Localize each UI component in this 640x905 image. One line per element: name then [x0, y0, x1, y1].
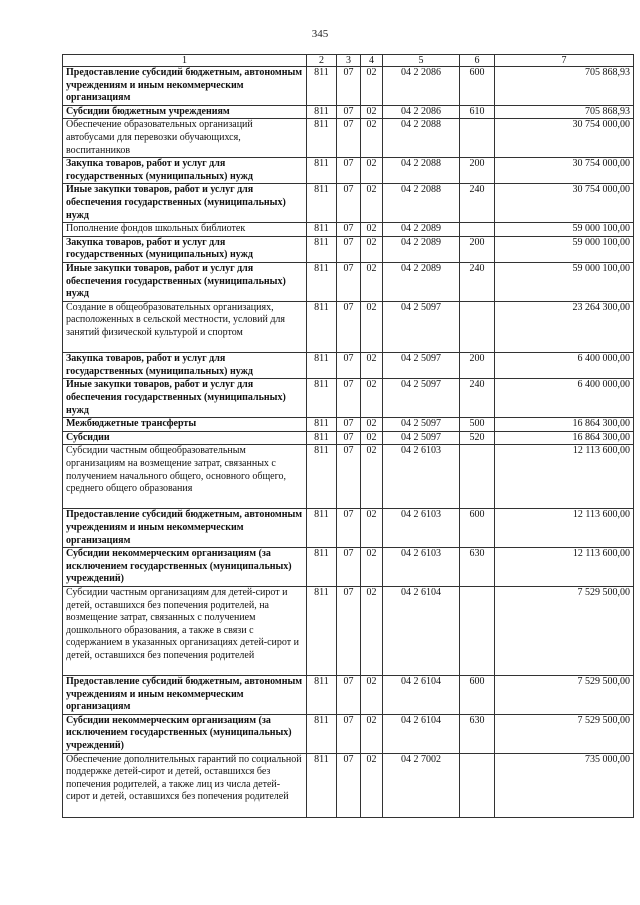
subsection-code-cell: 02 [361, 548, 383, 587]
expense-type-cell [460, 223, 495, 237]
subsection-code-cell: 02 [361, 418, 383, 432]
target-article-cell: 04 2 2089 [383, 236, 460, 262]
amount-cell: 7 529 500,00 [495, 586, 634, 675]
row-name-cell: Субсидии частным организациям для детей-сирот и детей, оставшихся без попечения родителей, на возмещение затрат, связанных с получением дошкольного образования, а также в связи с содержанием в указанных организациях детей-сирот и детей, оставшихся без попечения родителей [63, 586, 307, 675]
row-name-cell: Предоставление субсидий бюджетным, автономным учреждениям и иным некоммерческим организациям [63, 67, 307, 106]
section-code-cell: 07 [337, 379, 361, 418]
amount-cell: 30 754 000,00 [495, 158, 634, 184]
expense-type-cell: 200 [460, 353, 495, 379]
table-row [63, 418, 634, 432]
expense-type-cell [460, 301, 495, 352]
target-article-cell: 04 2 6103 [383, 548, 460, 587]
grbs-code-cell: 811 [307, 509, 337, 548]
table-row [63, 119, 634, 158]
table-row [63, 301, 634, 352]
amount-cell: 6 400 000,00 [495, 379, 634, 418]
row-name-cell: Закупка товаров, работ и услуг для государственных (муниципальных) нужд [63, 353, 307, 379]
target-article-cell: 04 2 6104 [383, 676, 460, 715]
target-article-cell: 04 2 6104 [383, 586, 460, 675]
target-article-cell: 04 2 2088 [383, 184, 460, 223]
section-code-cell: 07 [337, 184, 361, 223]
amount-cell: 12 113 600,00 [495, 445, 634, 509]
amount-cell: 23 264 300,00 [495, 301, 634, 352]
row-name-cell: Иные закупки товаров, работ и услуг для обеспечения государственных (муниципальных) нужд [63, 262, 307, 301]
section-code-cell: 07 [337, 353, 361, 379]
table-row [63, 184, 634, 223]
grbs-code-cell: 811 [307, 353, 337, 379]
expense-type-cell: 600 [460, 676, 495, 715]
row-name-cell: Субсидии [63, 431, 307, 445]
row-name-cell: Субсидии бюджетным учреждениям [63, 105, 307, 119]
grbs-code-cell: 811 [307, 119, 337, 158]
table-row [63, 105, 634, 119]
amount-cell: 59 000 100,00 [495, 223, 634, 237]
table-row [63, 262, 634, 301]
section-code-cell: 07 [337, 105, 361, 119]
subsection-code-cell: 02 [361, 223, 383, 237]
table-row [63, 753, 634, 817]
table-row [63, 353, 634, 379]
subsection-code-cell: 02 [361, 67, 383, 106]
subsection-code-cell: 02 [361, 676, 383, 715]
row-name-cell: Предоставление субсидий бюджетным, автономным учреждениям и иным некоммерческим организациям [63, 509, 307, 548]
table-row [63, 548, 634, 587]
section-code-cell: 07 [337, 119, 361, 158]
expense-type-cell: 630 [460, 714, 495, 753]
amount-cell: 59 000 100,00 [495, 262, 634, 301]
row-name-cell: Субсидии некоммерческим организациям (за исключением государственных (муниципальных) учреждений) [63, 714, 307, 753]
grbs-code-cell: 811 [307, 586, 337, 675]
grbs-code-cell: 811 [307, 676, 337, 715]
row-name-cell: Создание в общеобразовательных организациях, расположенных в сельской местности, условий для занятий физической культурой и спортом [63, 301, 307, 352]
budget-table [62, 54, 634, 818]
section-code-cell: 07 [337, 236, 361, 262]
expense-type-cell: 500 [460, 418, 495, 432]
subsection-code-cell: 02 [361, 158, 383, 184]
subsection-code-cell: 02 [361, 753, 383, 817]
expense-type-cell: 200 [460, 158, 495, 184]
row-name-cell: Субсидии некоммерческим организациям (за исключением государственных (муниципальных) учреждений) [63, 548, 307, 587]
amount-cell: 735 000,00 [495, 753, 634, 817]
row-name-cell: Пополнение фондов школьных библиотек [63, 223, 307, 237]
expense-type-cell [460, 119, 495, 158]
target-article-cell: 04 2 5097 [383, 431, 460, 445]
column-header: 4 [361, 55, 383, 67]
section-code-cell: 07 [337, 676, 361, 715]
grbs-code-cell: 811 [307, 753, 337, 817]
column-number-row [63, 55, 634, 67]
section-code-cell: 07 [337, 223, 361, 237]
table-row [63, 223, 634, 237]
expense-type-cell [460, 753, 495, 817]
target-article-cell: 04 2 6103 [383, 509, 460, 548]
table-row [63, 445, 634, 509]
expense-type-cell: 600 [460, 67, 495, 106]
column-header: 6 [460, 55, 495, 67]
grbs-code-cell: 811 [307, 714, 337, 753]
section-code-cell: 07 [337, 418, 361, 432]
expense-type-cell: 200 [460, 236, 495, 262]
section-code-cell: 07 [337, 753, 361, 817]
table-row [63, 714, 634, 753]
amount-cell: 705 868,93 [495, 105, 634, 119]
grbs-code-cell: 811 [307, 445, 337, 509]
grbs-code-cell: 811 [307, 67, 337, 106]
amount-cell: 59 000 100,00 [495, 236, 634, 262]
section-code-cell: 07 [337, 586, 361, 675]
amount-cell: 30 754 000,00 [495, 119, 634, 158]
target-article-cell: 04 2 2088 [383, 158, 460, 184]
column-header: 3 [337, 55, 361, 67]
expense-type-cell: 600 [460, 509, 495, 548]
subsection-code-cell: 02 [361, 586, 383, 675]
amount-cell: 12 113 600,00 [495, 548, 634, 587]
table-row [63, 67, 634, 106]
row-name-cell: Субсидии частным общеобразовательным организациям на возмещение затрат, связанных с получением начального общего, основного общего, среднего общего образования [63, 445, 307, 509]
grbs-code-cell: 811 [307, 158, 337, 184]
table-row [63, 379, 634, 418]
subsection-code-cell: 02 [361, 445, 383, 509]
subsection-code-cell: 02 [361, 236, 383, 262]
row-name-cell: Обеспечение образовательных организаций автобусами для перевозки обучающихся, воспитанников [63, 119, 307, 158]
expense-type-cell: 630 [460, 548, 495, 587]
target-article-cell: 04 2 2089 [383, 223, 460, 237]
section-code-cell: 07 [337, 158, 361, 184]
row-name-cell: Межбюджетные трансферты [63, 418, 307, 432]
subsection-code-cell: 02 [361, 105, 383, 119]
section-code-cell: 07 [337, 714, 361, 753]
expense-type-cell: 610 [460, 105, 495, 119]
section-code-cell: 07 [337, 445, 361, 509]
row-name-cell: Закупка товаров, работ и услуг для государственных (муниципальных) нужд [63, 236, 307, 262]
amount-cell: 16 864 300,00 [495, 418, 634, 432]
row-name-cell: Иные закупки товаров, работ и услуг для обеспечения государственных (муниципальных) нужд [63, 184, 307, 223]
table-row [63, 431, 634, 445]
amount-cell: 30 754 000,00 [495, 184, 634, 223]
subsection-code-cell: 02 [361, 353, 383, 379]
subsection-code-cell: 02 [361, 184, 383, 223]
expense-type-cell [460, 445, 495, 509]
grbs-code-cell: 811 [307, 301, 337, 352]
grbs-code-cell: 811 [307, 418, 337, 432]
expense-type-cell: 240 [460, 262, 495, 301]
grbs-code-cell: 811 [307, 236, 337, 262]
target-article-cell: 04 2 5097 [383, 353, 460, 379]
table-row [63, 509, 634, 548]
subsection-code-cell: 02 [361, 379, 383, 418]
table-body [63, 67, 634, 818]
table-row [63, 236, 634, 262]
grbs-code-cell: 811 [307, 431, 337, 445]
row-name-cell: Иные закупки товаров, работ и услуг для обеспечения государственных (муниципальных) нужд [63, 379, 307, 418]
section-code-cell: 07 [337, 67, 361, 106]
section-code-cell: 07 [337, 509, 361, 548]
expense-type-cell: 240 [460, 184, 495, 223]
row-name-cell: Обеспечение дополнительных гарантий по социальной поддержке детей-сирот и детей, оставшихся без попечения родителей, а также лиц из числа детей-сирот и детей, оставшихся без попечения родителей [63, 753, 307, 817]
section-code-cell: 07 [337, 262, 361, 301]
target-article-cell: 04 2 6103 [383, 445, 460, 509]
target-article-cell: 04 2 2086 [383, 105, 460, 119]
column-header: 5 [383, 55, 460, 67]
grbs-code-cell: 811 [307, 548, 337, 587]
row-name-cell: Закупка товаров, работ и услуг для государственных (муниципальных) нужд [63, 158, 307, 184]
amount-cell: 7 529 500,00 [495, 714, 634, 753]
subsection-code-cell: 02 [361, 301, 383, 352]
subsection-code-cell: 02 [361, 262, 383, 301]
target-article-cell: 04 2 2089 [383, 262, 460, 301]
target-article-cell: 04 2 5097 [383, 418, 460, 432]
section-code-cell: 07 [337, 301, 361, 352]
target-article-cell: 04 2 2088 [383, 119, 460, 158]
table-row [63, 676, 634, 715]
target-article-cell: 04 2 5097 [383, 301, 460, 352]
target-article-cell: 04 2 7002 [383, 753, 460, 817]
section-code-cell: 07 [337, 548, 361, 587]
column-header: 1 [63, 55, 307, 67]
column-header: 2 [307, 55, 337, 67]
amount-cell: 16 864 300,00 [495, 431, 634, 445]
subsection-code-cell: 02 [361, 714, 383, 753]
amount-cell: 12 113 600,00 [495, 509, 634, 548]
section-code-cell: 07 [337, 431, 361, 445]
target-article-cell: 04 2 2086 [383, 67, 460, 106]
subsection-code-cell: 02 [361, 431, 383, 445]
grbs-code-cell: 811 [307, 184, 337, 223]
subsection-code-cell: 02 [361, 119, 383, 158]
subsection-code-cell: 02 [361, 509, 383, 548]
grbs-code-cell: 811 [307, 105, 337, 119]
amount-cell: 705 868,93 [495, 67, 634, 106]
column-header: 7 [495, 55, 634, 67]
expense-type-cell: 240 [460, 379, 495, 418]
amount-cell: 7 529 500,00 [495, 676, 634, 715]
target-article-cell: 04 2 6104 [383, 714, 460, 753]
expense-type-cell [460, 586, 495, 675]
table-row [63, 158, 634, 184]
expense-type-cell: 520 [460, 431, 495, 445]
target-article-cell: 04 2 5097 [383, 379, 460, 418]
page-number: 345 [311, 28, 329, 40]
grbs-code-cell: 811 [307, 379, 337, 418]
grbs-code-cell: 811 [307, 262, 337, 301]
row-name-cell: Предоставление субсидий бюджетным, автономным учреждениям и иным некоммерческим организациям [63, 676, 307, 715]
grbs-code-cell: 811 [307, 223, 337, 237]
table-row [63, 586, 634, 675]
amount-cell: 6 400 000,00 [495, 353, 634, 379]
